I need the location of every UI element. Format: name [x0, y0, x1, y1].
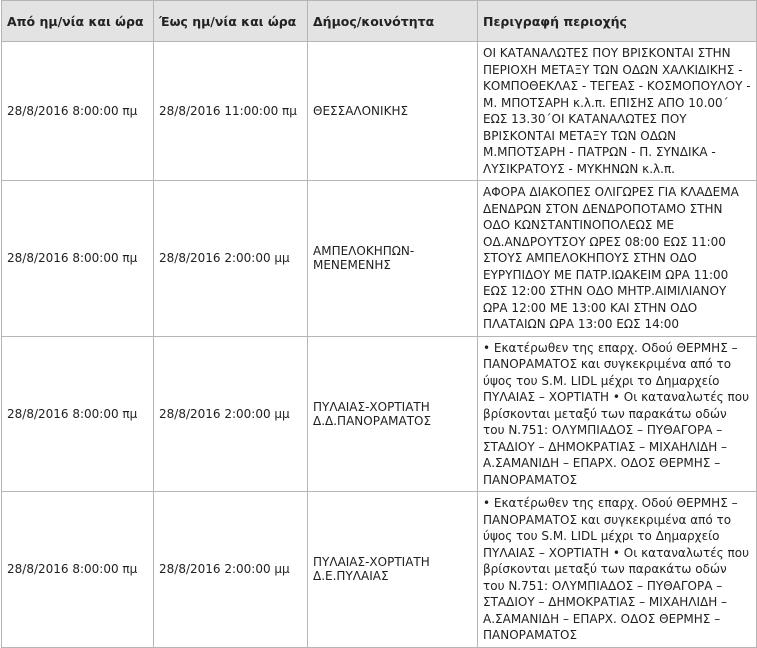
cell-to: 28/8/2016 11:00:00 πμ — [154, 42, 308, 181]
table-header-row — [2, 1, 757, 42]
cell-from: 28/8/2016 8:00:00 πμ — [2, 336, 154, 492]
table-row — [2, 181, 757, 337]
header-municipality: Δήμος/κοινότητα — [308, 1, 478, 42]
cell-municipality: ΘΕΣΣΑΛΟΝΙΚΗΣ — [308, 42, 478, 181]
table-row — [2, 492, 757, 648]
outages-table — [1, 0, 757, 648]
cell-description: • Εκατέρωθεν της επαρχ. Οδού ΘΕΡΜΗΣ – ΠΑΝΟΡΑΜΑΤΟΣ και συγκεκριμένα από το ύψος του S.M. LIDL μέχρι το Δημαρχείο ΠΥΛΑΙΑΣ – ΧΟΡΤΙΑΤΗ • Οι καταναλωτές που βρίσκονται μεταξύ των παρακάτω οδών του Ν.751: ΟΛΥΜΠΙΑΔΟΣ – ΠΥΘΑΓΟΡΑ – ΣΤΑΔΙΟΥ – ΔΗΜΟΚΡΑΤΙΑΣ – ΜΙΧΑΗΛΙΔΗ – Α.ΣΑΜΑΝΙΔΗ – ΕΠΑΡΧ. ΟΔΟΣ ΘΕΡΜΗΣ – ΠΑΝΟΡΑΜΑΤΟΣ — [478, 336, 757, 492]
cell-from: 28/8/2016 8:00:00 πμ — [2, 181, 154, 337]
cell-from: 28/8/2016 8:00:00 πμ — [2, 42, 154, 181]
cell-description: ΑΦΟΡΑ ΔΙΑΚΟΠΕΣ ΟΛΙΓΩΡΕΣ ΓΙΑ ΚΛΑΔΕΜΑ ΔΕΝΔΡΩΝ ΣΤΟΝ ΔΕΝΔΡΟΠΟΤΑΜΟ ΣΤΗΝ ΟΔΟ ΚΩΝΣΤΑΝΤΙΝΟΠΟΛΕΩΣ ΜΕ ΟΔ.ΑΝΔΡΟΥΤΣΟΥ ΩΡΕΣ 08:00 ΕΩΣ 11:00 ΣΤΟΥΣ ΑΜΠΕΛΟΚΗΠΟΥΣ ΣΤΗΝ ΟΔΟ ΕΥΡΥΠΙΔΟΥ ΜΕ ΠΑΤΡ.ΙΩΑΚΕΙΜ ΩΡΑ 11:00 ΕΩΣ 12:00 ΣΤΗΝ ΟΔΟ ΜΗΤΡ.ΑΙΜΙΛΙΑΝΟΥ ΩΡΑ 12:00 ΜΕ 13:00 ΚΑΙ ΣΤΗΝ ΟΔΟ ΠΛΑΤΑΙΩΝ ΩΡΑ 13:00 ΕΩΣ 14:00 — [478, 181, 757, 337]
table-row — [2, 336, 757, 492]
cell-municipality: ΑΜΠΕΛΟΚΗΠΩΝ-ΜΕΝΕΜΕΝΗΣ — [308, 181, 478, 337]
cell-description: ΟΙ ΚΑΤΑΝΑΛΩΤΕΣ ΠΟΥ ΒΡΙΣΚΟΝΤΑΙ ΣΤΗΝ ΠΕΡΙΟΧΗ ΜΕΤΑΞΥ ΤΩΝ ΟΔΩΝ ΧΑΛΚΙΔΙΚΗΣ - ΚΟΜΠΟΘΕΚΛΑΣ - ΤΕΓΕΑΣ - ΚΟΣΜΟΠΟΥΛΟΥ - Μ. ΜΠΟΤΣΑΡΗ κ.λ.π. ΕΠΙΣΗΣ ΑΠΟ 10.00΄ ΕΩΣ 13.30΄ΟΙ ΚΑΤΑΝΑΛΩΤΕΣ ΠΟΥ ΒΡΙΣΚΟΝΤΑΙ ΜΕΤΑΞΥ ΤΩΝ ΟΔΩΝ Μ.ΜΠΟΤΣΑΡΗ - ΠΑΤΡΩΝ - Π. ΣΥΝΔΙΚΑ - ΛΥΣΙΚΡΑΤΟΥΣ - ΜΥΚΗΝΩΝ κ.λ.π. — [478, 42, 757, 181]
cell-from: 28/8/2016 8:00:00 πμ — [2, 492, 154, 648]
cell-municipality: ΠΥΛΑΙΑΣ-ΧΟΡΤΙΑΤΗ Δ.Ε.ΠΥΛΑΙΑΣ — [308, 492, 478, 648]
cell-to: 28/8/2016 2:00:00 μμ — [154, 181, 308, 337]
cell-to: 28/8/2016 2:00:00 μμ — [154, 336, 308, 492]
header-to: Έως ημ/νία και ώρα — [154, 1, 308, 42]
cell-municipality: ΠΥΛΑΙΑΣ-ΧΟΡΤΙΑΤΗ Δ.Δ.ΠΑΝΟΡΑΜΑΤΟΣ — [308, 336, 478, 492]
header-description: Περιγραφή περιοχής — [478, 1, 757, 42]
cell-description: • Εκατέρωθεν της επαρχ. Οδού ΘΕΡΜΗΣ – ΠΑΝΟΡΑΜΑΤΟΣ και συγκεκριμένα από το ύψος του S.M. LIDL μέχρι το Δημαρχείο ΠΥΛΑΙΑΣ – ΧΟΡΤΙΑΤΗ • Οι καταναλωτές που βρίσκονται μεταξύ των παρακάτω οδών του Ν.751: ΟΛΥΜΠΙΑΔΟΣ – ΠΥΘΑΓΟΡΑ – ΣΤΑΔΙΟΥ – ΔΗΜΟΚΡΑΤΙΑΣ – ΜΙΧΑΗΛΙΔΗ – Α.ΣΑΜΑΝΙΔΗ – ΕΠΑΡΧ. ΟΔΟΣ ΘΕΡΜΗΣ – ΠΑΝΟΡΑΜΑΤΟΣ — [478, 492, 757, 648]
header-from: Από ημ/νία και ώρα — [2, 1, 154, 42]
table-row — [2, 42, 757, 181]
cell-to: 28/8/2016 2:00:00 μμ — [154, 492, 308, 648]
